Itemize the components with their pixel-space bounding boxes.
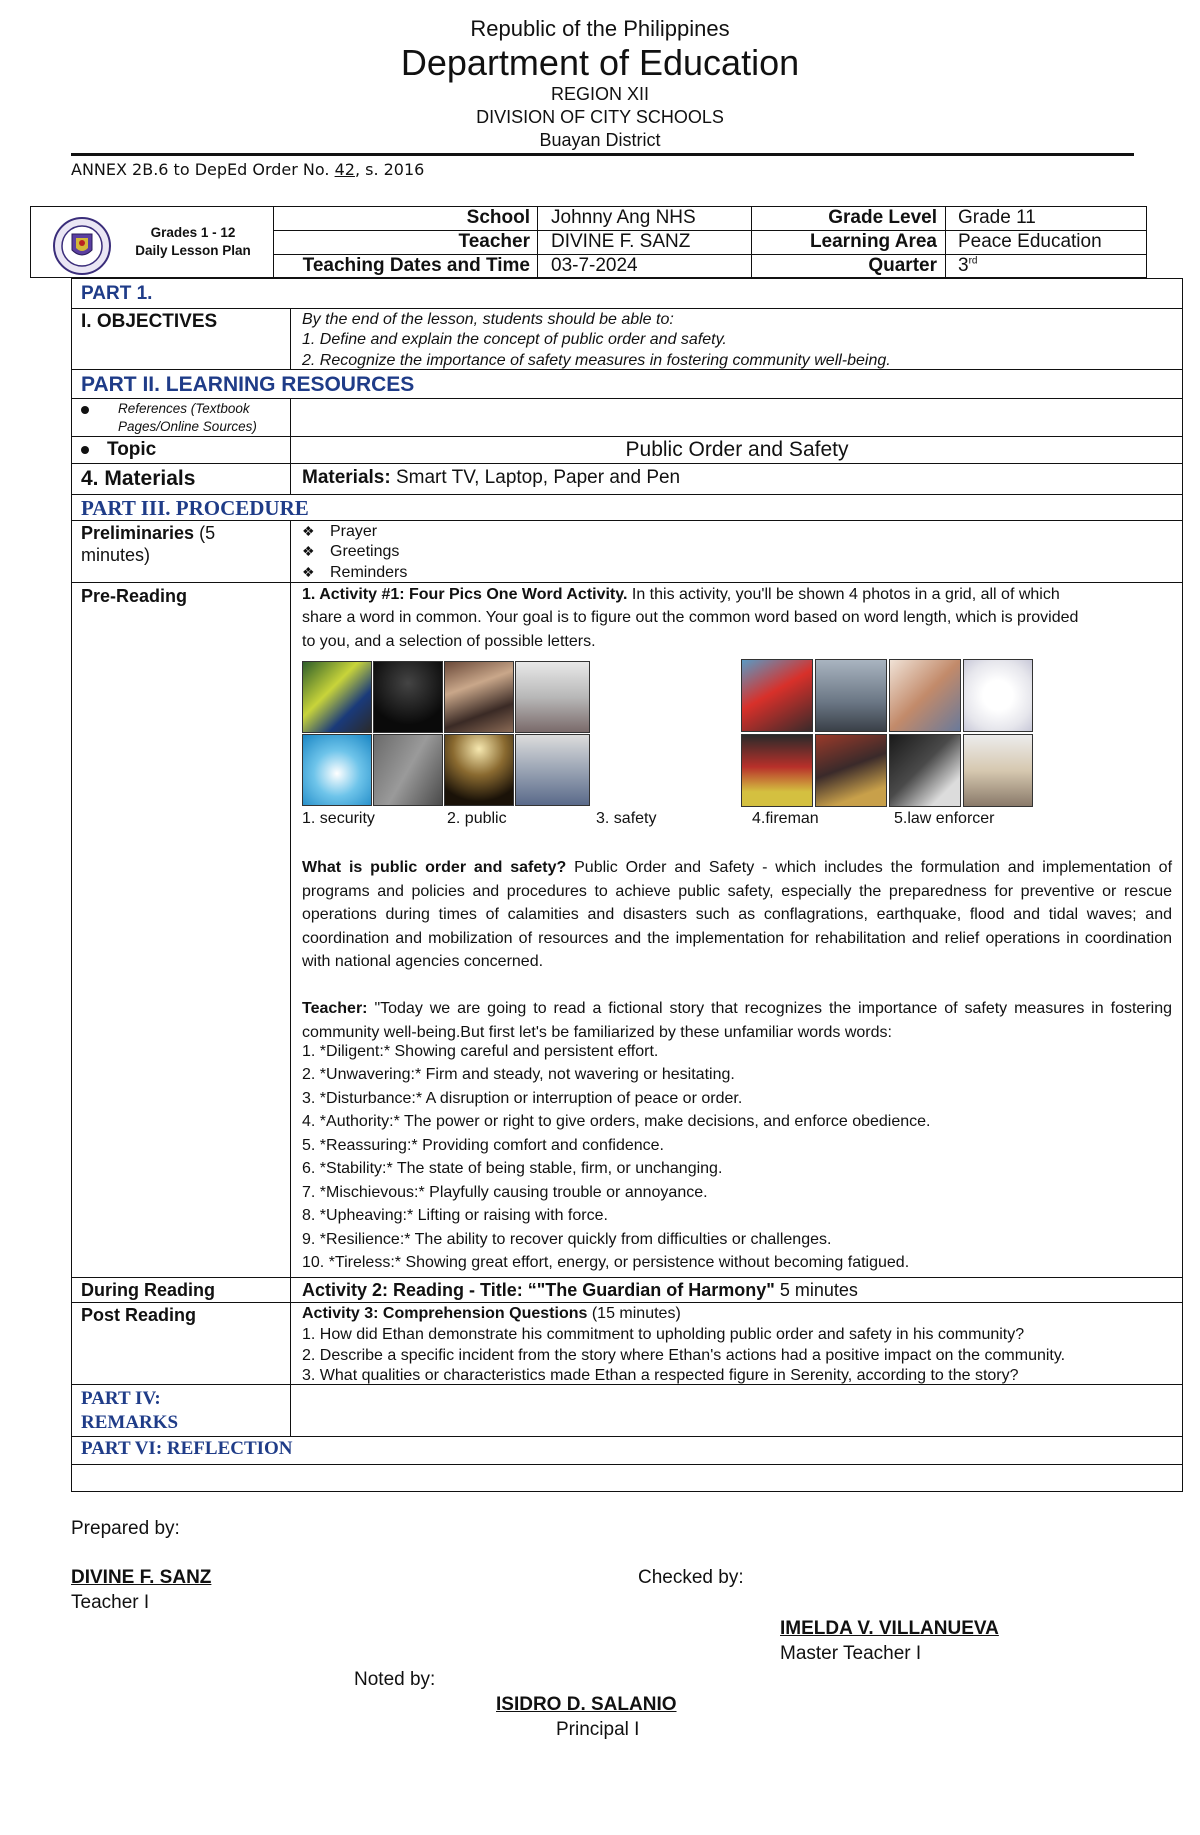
photo-camera — [373, 734, 443, 806]
part2-title: PART II. LEARNING RESOURCES — [81, 373, 415, 396]
activity1-line1: 1. Activity #1: Four Pics One Word Activity. In this activity, you'll be shown 4 photos in a grid, all of which — [302, 586, 1060, 603]
noted-name: ISIDRO D. SALANIO — [496, 1694, 677, 1715]
dates-value: 03-7-2024 — [551, 255, 638, 276]
answer-1: 1. security — [302, 810, 375, 827]
teacher-label: Teacher — [458, 231, 530, 252]
vocab-item: 2. *Unwavering:* Firm and steady, not wavering or hesitating. — [302, 1066, 735, 1083]
photo-firefighter — [741, 734, 813, 807]
prelim-item: ❖ Prayer — [302, 523, 378, 540]
photo-bodyguard — [373, 661, 443, 733]
division-line: DIVISION OF CITY SCHOOLS — [476, 107, 724, 127]
grade-label: Grade Level — [828, 207, 937, 228]
post-reading-label: Post Reading — [81, 1305, 197, 1325]
post-question: 3. What qualities or characteristics made Ethan a respected figure in Serenity, according to the story? — [302, 1367, 1019, 1384]
checked-name: IMELDA V. VILLANUEVA — [780, 1618, 999, 1639]
area-value: Peace Education — [958, 231, 1102, 252]
activity1-line2: share a word in common. Your goal is to figure out the common word based on word length, which is provided — [302, 609, 1079, 626]
prelim-label: Preliminaries (5 — [81, 523, 216, 543]
during-reading-label: During Reading — [81, 1280, 215, 1300]
vocab-item: 1. *Diligent:* Showing careful and persistent effort. — [302, 1043, 659, 1060]
diamond-bullet-icon: ❖ — [302, 564, 315, 580]
answer-4: 4.fireman — [752, 810, 819, 827]
answer-3: 3. safety — [596, 810, 657, 827]
vocab-item: 4. *Authority:* The power or right to give orders, make decisions, and enforce obedience. — [302, 1113, 931, 1130]
bullet-icon — [81, 406, 89, 414]
post-question: 2. Describe a specific incident from the story where Ethan's actions had a positive impact on the community. — [302, 1347, 1066, 1364]
checked-label: Checked by: — [638, 1567, 744, 1588]
photo-arrest — [889, 734, 961, 807]
department-title: Department of Education — [400, 42, 800, 83]
annex-line: ANNEX 2B.6 to DepEd Order No. 42, s. 2016 — [71, 160, 425, 179]
dates-label: Teaching Dates and Time — [302, 255, 530, 276]
materials-label: 4. Materials — [81, 467, 196, 490]
prereading-label: Pre-Reading — [81, 586, 188, 606]
post-question: 1. How did Ethan demonstrate his commitment to upholding public order and safety in his community? — [302, 1326, 1025, 1343]
grade-value: Grade 11 — [958, 207, 1036, 228]
photo-police — [302, 661, 372, 733]
answer-2: 2. public — [447, 810, 507, 827]
photo-mugshot — [963, 734, 1033, 807]
quarter-value: 3rd — [958, 255, 978, 276]
objectives-label: I. OBJECTIVES — [81, 311, 218, 332]
part4-title-1: PART IV: — [81, 1388, 161, 1409]
prelim-item: ❖ Reminders — [302, 564, 408, 581]
noted-role: Principal I — [556, 1719, 640, 1740]
vocab-item: 7. *Mischievous:* Playfully causing trouble or annoyance. — [302, 1184, 708, 1201]
checked-role: Master Teacher I — [780, 1643, 922, 1664]
diamond-bullet-icon: ❖ — [302, 523, 315, 539]
part4-title-2: REMARKS — [81, 1412, 179, 1433]
photo-crowd — [444, 661, 514, 733]
activity1-line3: to you, and a selection of possible letters. — [302, 633, 596, 650]
topic-label: Topic — [81, 439, 156, 461]
photo-firefighters-rescue — [815, 734, 887, 807]
references-label-2: Pages/Online Sources) — [118, 419, 257, 434]
school-value: Johnny Ang NHS — [551, 207, 696, 228]
part6-title: PART VI: REFLECTION — [81, 1438, 293, 1459]
prepared-label: Prepared by: — [71, 1518, 180, 1539]
plan-title-2: Daily Lesson Plan — [135, 243, 251, 258]
references-label: References (Textbook — [118, 401, 250, 416]
school-label: School — [466, 207, 530, 228]
answer-5: 5.law enforcer — [894, 810, 995, 827]
district-line: Buayan District — [539, 130, 661, 150]
post-reading-activity: Activity 3: Comprehension Questions (15 minutes) — [302, 1305, 681, 1322]
vocab-item: 5. *Reassuring:* Providing comfort and confidence. — [302, 1137, 664, 1154]
part3-title: PART III. PROCEDURE — [81, 496, 309, 520]
plan-title-1: Grades 1 - 12 — [150, 225, 236, 240]
vocab-item: 10. *Tireless:* Showing great effort, energy, or persistence without becoming fatigued. — [302, 1254, 910, 1271]
noted-label: Noted by: — [354, 1669, 436, 1690]
photo-handcuffs — [889, 659, 961, 732]
materials-value: Materials: Smart TV, Laptop, Paper and Pen — [302, 467, 681, 488]
header-rule — [71, 153, 1134, 156]
objectives-intro: By the end of the lesson, students should be able to: — [302, 311, 674, 328]
photo-city-hero — [815, 659, 887, 732]
objective-2: 2. Recognize the importance of safety measures in fostering community well-being. — [302, 352, 891, 369]
part1-title: PART 1. — [81, 283, 153, 304]
teacher-intro: Teacher: "Today we are going to read a fictional story that recognizes the importance of safety measures in fostering community well-being.But first let's be familiarized by these unfamiliar words words: — [302, 1000, 1172, 1041]
prelim-time: minutes) — [81, 545, 151, 565]
photo-hands-shield — [302, 734, 372, 806]
quarter-label: Quarter — [868, 255, 937, 276]
teacher-value: DIVINE F. SANZ — [551, 231, 691, 252]
references-bullet — [81, 401, 99, 416]
area-label: Learning Area — [809, 231, 937, 252]
photo-street — [515, 661, 590, 733]
region-line: REGION XII — [550, 84, 649, 104]
deped-seal-icon — [50, 216, 114, 276]
prelim-item: ❖ Greetings — [302, 543, 400, 560]
diamond-bullet-icon: ❖ — [302, 543, 315, 559]
prepared-role: Teacher I — [71, 1592, 150, 1613]
republic-line: Republic of the Philippines — [470, 16, 730, 41]
prepared-name: DIVINE F. SANZ — [71, 1567, 212, 1588]
objective-1: 1. Define and explain the concept of public order and safety. — [302, 331, 727, 348]
vocab-item: 8. *Upheaving:* Lifting or raising with force. — [302, 1207, 608, 1224]
topic-value: Public Order and Safety — [625, 438, 849, 461]
photo-police-cartoon — [963, 659, 1033, 732]
vocab-item: 9. *Resilience:* The ability to recover quickly from difficulties or challenges. — [302, 1231, 832, 1248]
during-reading-activity: Activity 2: Reading - Title: “"The Guardian of Harmony" 5 minutes — [302, 1280, 858, 1300]
vocab-item: 6. *Stability:* The state of being stable, firm, or unchanging. — [302, 1160, 723, 1177]
vocab-item: 3. *Disturbance:* A disruption or interruption of peace or order. — [302, 1090, 743, 1107]
photo-concert — [444, 734, 514, 806]
bullet-icon — [81, 446, 89, 454]
photo-people-walking — [515, 734, 590, 806]
public-order-definition: What is public order and safety? Public Order and Safety - which includes the formulation and implementation of programs and policies and procedures to achieve public safety, especially the preparedness for preventive or rescue operations during times of calamities and disasters such as conflagrations, earthquake, flood and tidal waves; and coordination and mobilization of resources and the implementation for rehabilitation and relief operations in coordination with national agencies concerned. — [302, 859, 1173, 970]
photo-fire-truck — [741, 659, 813, 732]
